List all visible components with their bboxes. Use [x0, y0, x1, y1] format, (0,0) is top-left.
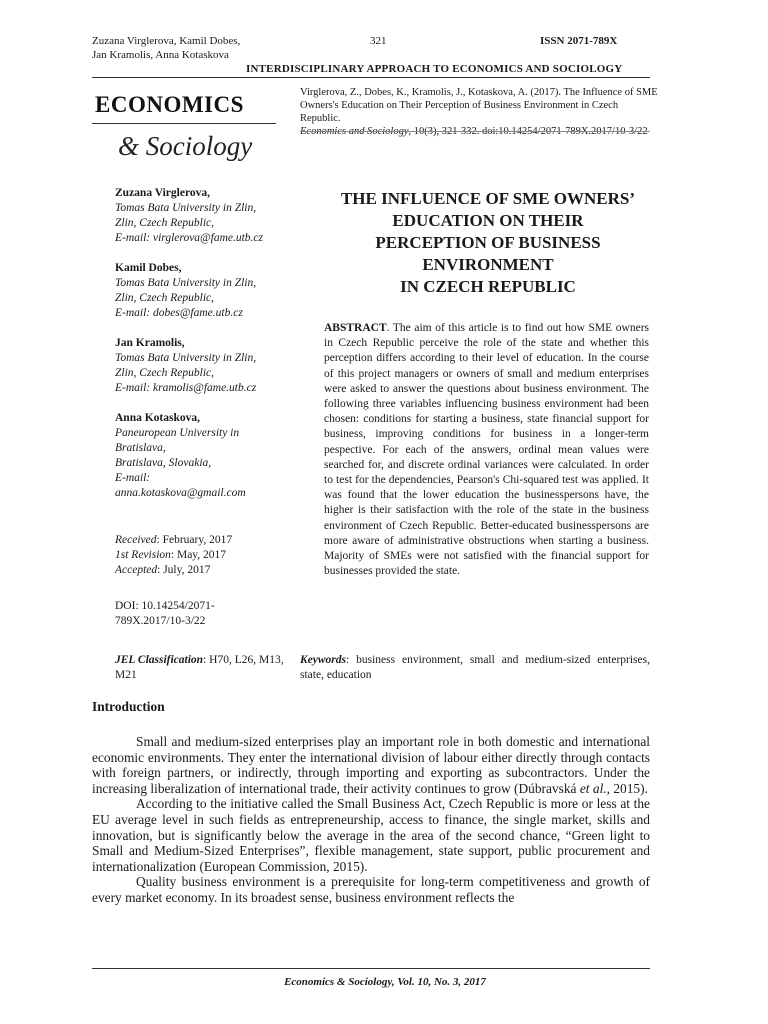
received-date: Received: February, 2017: [115, 534, 233, 546]
paragraph: Small and medium-sized enterprises play an important role in both domestic and international economic environments. They enter the international division of labour either directly through contacts with foreign partners, or indirectly, through importing and exporting as subcontractors. Under the increasing liberalization of international trade, their activity continues to grow (Dúbravská et al., 2015).: [92, 734, 650, 796]
author-affiliation: Tomas Bata University in Zlin,: [115, 352, 257, 364]
citation-line1: Virglerova, Z., Dobes, K., Kramolis, J., Kotaskova, A. (2017). The Influence of SME: [300, 87, 658, 98]
author-affiliation: Paneuropean University in: [115, 427, 240, 439]
author-entry: [115, 186, 295, 246]
author-email: E-mail: kramolis@fame.utb.cz: [115, 382, 257, 394]
abstract-text: . The aim of this article is to find out how SME owners in Czech Republic perceive the role of the state and whether this perception differs according to their level of education. In the course of this project managers or owners of small and medium enterprises were asked to answer the questions about business environment. The following three variables influencing business environment had been chosen: conditions for starting a business, state financial support for business, improving conditions for business in a longer-term pespective. For each of the answers, ordinal mean values were searched for, and discrete ordinal variances were calculated. In order to test for the dependencies, Pearson's Chi-squared test was applied. It was found that the lower education the businesspersons have, the higher is their satisfaction with the role of the state in the business environment of Czech Republic. Better-educated businesspersons are more aware of administrative obstructions when starting a business. Majority of SMEs were not satisfied with the financial support for businesses provided the state.: [324, 322, 649, 578]
body-text: [92, 734, 650, 906]
paragraph: Quality business environment is a prerequisite for long-term competitiveness and growth of every market economy. In its broadest sense, business environment reflects the: [92, 874, 650, 905]
author-name: Jan Kramolis,: [115, 337, 185, 349]
abstract-label: ABSTRACT: [324, 322, 387, 334]
title-line: EDUCATION ON THEIR: [392, 211, 584, 230]
author-name: Anna Kotaskova,: [115, 412, 200, 424]
author-list: [115, 186, 295, 501]
author-entry: [115, 411, 295, 501]
citation-line2: Owners's Education on Their Perception of Business Environment in Czech Republic.: [300, 100, 619, 124]
running-authors-line2: Jan Kramolis, Anna Kotaskova: [92, 49, 229, 61]
running-authors: [92, 34, 240, 62]
title-line: PERCEPTION OF BUSINESS: [375, 233, 601, 252]
author-entry: [115, 336, 295, 396]
author-affiliation: Zlin, Czech Republic,: [115, 292, 215, 304]
author-email-label: E-mail:: [115, 472, 151, 484]
author-affiliation: Zlin, Czech Republic,: [115, 217, 215, 229]
paragraph: According to the initiative called the Small Business Act, Czech Republic is more or less at the EU average level in such fields as entrepreneurship, access to finance, the single market, skills and innovation, but is significantly below the average in the area of the second chance, “Green light to Small and Medium-Sized Enterprises”, flexible management, state support, public procurement and internationalization (European Commission, 2015).: [92, 796, 650, 874]
submission-dates: [115, 533, 295, 578]
citation-rule: [300, 131, 650, 132]
author-affiliation: Tomas Bata University in Zlin,: [115, 202, 257, 214]
author-name: Kamil Dobes,: [115, 262, 182, 274]
logo-rule: [92, 123, 276, 124]
author-affiliation: Tomas Bata University in Zlin,: [115, 277, 257, 289]
abstract: [324, 321, 649, 579]
author-affiliation: Bratislava, Slovakia,: [115, 457, 212, 469]
footer-rule: [92, 968, 650, 969]
author-name: Zuzana Virglerova,: [115, 187, 210, 199]
journal-logo-economics: ECONOMICS: [95, 92, 244, 117]
author-affiliation: Zlin, Czech Republic,: [115, 367, 215, 379]
article-title: [298, 188, 678, 298]
author-email: anna.kotaskova@gmail.com: [115, 487, 246, 499]
header-rule: [92, 77, 650, 78]
journal-banner: INTERDISCIPLINARY APPROACH TO ECONOMICS AND SOCIOLOGY: [246, 63, 623, 75]
revision-date: 1st Revision: May, 2017: [115, 549, 227, 561]
author-affiliation: Bratislava,: [115, 442, 166, 454]
section-heading: Introduction: [92, 699, 165, 714]
author-email: E-mail: virglerova@fame.utb.cz: [115, 232, 264, 244]
title-line: THE INFLUENCE OF SME OWNERS’: [340, 189, 636, 208]
title-line: IN CZECH REPUBLIC: [400, 277, 576, 296]
running-authors-line1: Zuzana Virglerova, Kamil Dobes,: [92, 35, 241, 47]
doi: DOI: 10.14254/2071- 789X.2017/10-3/22: [115, 600, 215, 627]
page-number: 321: [370, 35, 387, 47]
author-email: E-mail: dobes@fame.utb.cz: [115, 307, 243, 319]
footer: Economics & Sociology, Vol. 10, No. 3, 2017: [284, 976, 486, 988]
issn: ISSN 2071-789X: [540, 35, 618, 47]
accepted-date: Accepted: July, 2017: [115, 564, 211, 576]
jel-classification: JEL Classification: H70, L26, M13, M21: [115, 654, 284, 681]
title-line: ENVIRONMENT: [422, 255, 554, 274]
journal-logo-sociology: & Sociology: [118, 131, 253, 161]
author-entry: [115, 261, 295, 321]
keywords: Keywords: business environment, small and medium-sized enterprises, state, education: [300, 654, 650, 681]
